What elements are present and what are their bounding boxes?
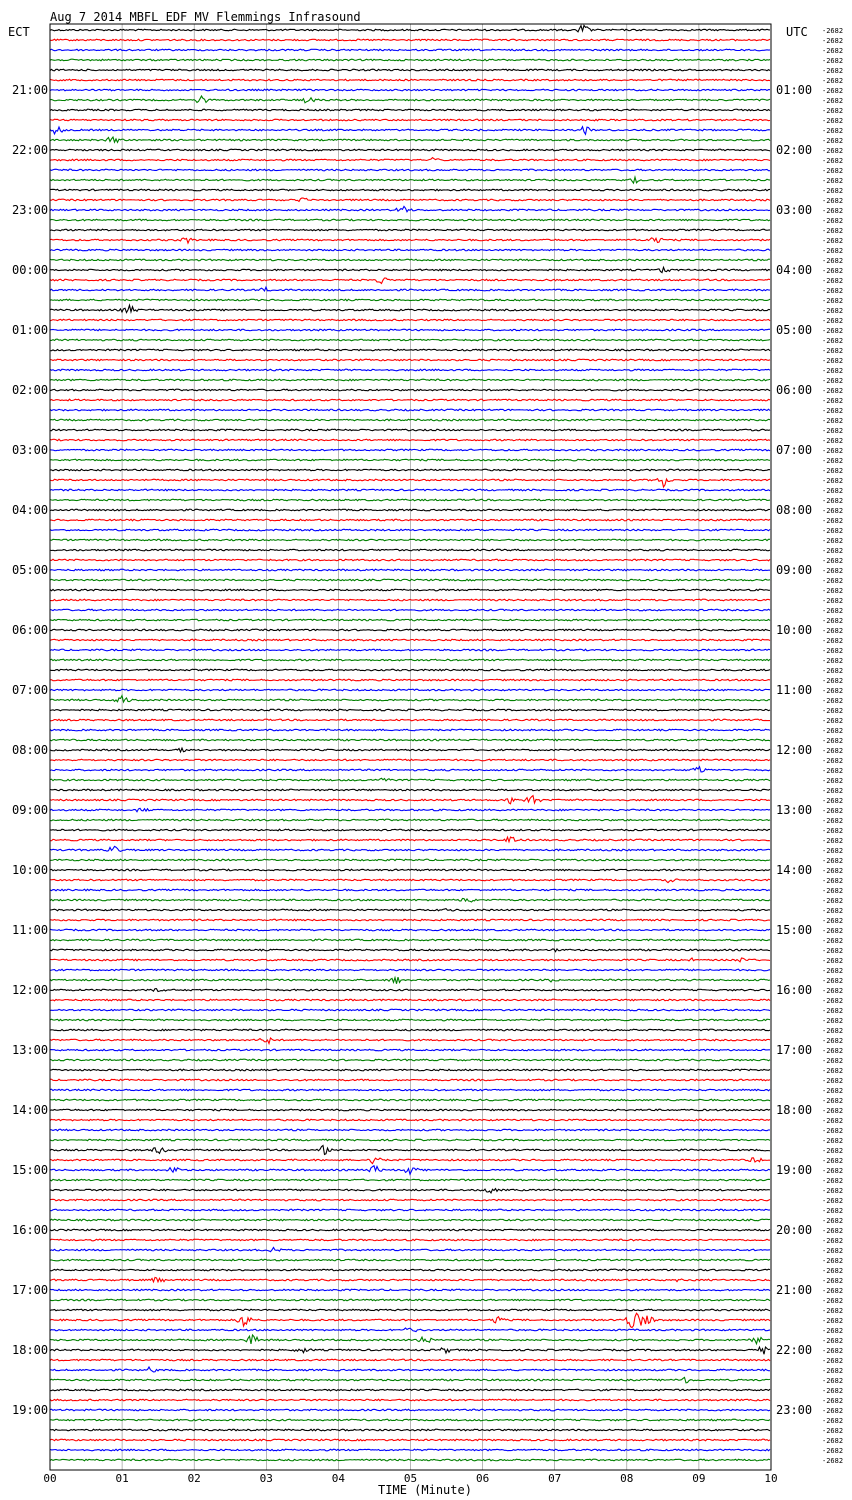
trace-value-label: -2682 [822,767,844,775]
trace-value-label: -2682 [822,97,844,105]
trace-value-label: -2682 [822,497,844,505]
x-tick-label: 06 [475,1472,490,1485]
right-hour-label: 11:00 [776,683,813,697]
trace-value-label: -2682 [822,457,844,465]
trace-value-label: -2682 [822,777,844,785]
left-hour-label: 04:00 [12,503,49,517]
left-hour-label: 08:00 [12,743,49,757]
trace-value-label: -2682 [822,567,844,575]
left-hour-label: 11:00 [12,923,49,937]
trace-value-label: -2682 [822,647,844,655]
trace-value-label: -2682 [822,997,844,1005]
trace-value-label: -2682 [822,1167,844,1175]
right-hour-label: 16:00 [776,983,813,997]
trace-value-label: -2682 [822,687,844,695]
left-hour-label: 07:00 [12,683,49,697]
trace-value-label: -2682 [822,1387,844,1395]
trace-value-label: -2682 [822,537,844,545]
trace-value-label: -2682 [822,1257,844,1265]
trace-value-label: -2682 [822,557,844,565]
trace-value-label: -2682 [822,977,844,985]
trace-value-label: -2682 [822,477,844,485]
trace-value-label: -2682 [822,1337,844,1345]
trace-value-label: -2682 [822,1417,844,1425]
trace-value-label: -2682 [822,877,844,885]
right-hour-label: 14:00 [776,863,813,877]
trace-value-label: -2682 [822,1427,844,1435]
trace-value-label: -2682 [822,617,844,625]
trace-value-label: -2682 [822,1007,844,1015]
trace-value-label: -2682 [822,297,844,305]
x-tick-label: 01 [115,1472,129,1485]
trace-value-label: -2682 [822,27,844,35]
trace-value-label: -2682 [822,1027,844,1035]
trace-value-label: -2682 [822,587,844,595]
right-hour-label: 04:00 [776,263,813,277]
trace-value-label: -2682 [822,1097,844,1105]
trace-value-label: -2682 [822,1037,844,1045]
trace-value-label: -2682 [822,957,844,965]
trace-value-label: -2682 [822,1127,844,1135]
trace-value-label: -2682 [822,257,844,265]
x-tick-label: 02 [187,1472,201,1485]
trace-value-label: -2682 [822,37,844,45]
trace-value-label: -2682 [822,1447,844,1455]
trace-value-label: -2682 [822,1347,844,1355]
trace-value-label: -2682 [822,547,844,555]
trace-value-label: -2682 [822,417,844,425]
trace-value-label: -2682 [822,407,844,415]
right-hour-label: 15:00 [776,923,813,937]
trace-value-label: -2682 [822,707,844,715]
trace-value-label: -2682 [822,837,844,845]
trace-value-label: -2682 [822,357,844,365]
left-hour-label: 22:00 [12,143,49,157]
left-hour-label: 03:00 [12,443,49,457]
trace-value-label: -2682 [822,387,844,395]
trace-value-label: -2682 [822,147,844,155]
trace-value-label: -2682 [822,1197,844,1205]
right-hour-label: 23:00 [776,1403,813,1417]
trace-value-label: -2682 [822,667,844,675]
right-hour-label: 17:00 [776,1043,813,1057]
right-hour-label: 22:00 [776,1343,813,1357]
trace-value-label: -2682 [822,1117,844,1125]
trace-value-label: -2682 [822,887,844,895]
trace-value-label: -2682 [822,637,844,645]
left-hour-label: 10:00 [12,863,49,877]
trace-value-label: -2682 [822,507,844,515]
right-hour-label: 08:00 [776,503,813,517]
trace-value-label: -2682 [822,77,844,85]
trace-value-label: -2682 [822,857,844,865]
trace-value-label: -2682 [822,1407,844,1415]
right-hour-label: 21:00 [776,1283,813,1297]
trace-value-label: -2682 [822,287,844,295]
trace-value-label: -2682 [822,247,844,255]
trace-value-label: -2682 [822,117,844,125]
trace-value-label: -2682 [822,907,844,915]
trace-value-label: -2682 [822,1017,844,1025]
x-tick-label: 00 [43,1472,57,1485]
trace-value-label: -2682 [822,1177,844,1185]
trace-value-label: -2682 [822,67,844,75]
trace-value-label: -2682 [822,307,844,315]
trace-value-label: -2682 [822,917,844,925]
trace-value-label: -2682 [822,487,844,495]
x-tick-label: 05 [403,1472,418,1485]
trace-value-label: -2682 [822,157,844,165]
trace-value-label: -2682 [822,1377,844,1385]
x-tick-label: 09 [692,1472,706,1485]
trace-value-label: -2682 [822,447,844,455]
trace-value-label: -2682 [822,1087,844,1095]
trace-value-label: -2682 [822,87,844,95]
trace-value-label: -2682 [822,747,844,755]
trace-value-label: -2682 [822,197,844,205]
left-hour-label: 16:00 [12,1223,49,1237]
x-tick-label: 04 [331,1472,346,1485]
left-hour-label: 19:00 [12,1403,49,1417]
left-hour-label: 17:00 [12,1283,49,1297]
trace-value-label: -2682 [822,597,844,605]
left-hour-label: 12:00 [12,983,49,997]
trace-value-label: -2682 [822,787,844,795]
trace-value-label: -2682 [822,697,844,705]
trace-value-label: -2682 [822,1067,844,1075]
trace-value-label: -2682 [822,517,844,525]
trace-value-label: -2682 [822,947,844,955]
right-hour-label: 12:00 [776,743,813,757]
trace-value-label: -2682 [822,1207,844,1215]
trace-value-label: -2682 [822,967,844,975]
trace-value-label: -2682 [822,1047,844,1055]
trace-value-label: -2682 [822,1227,844,1235]
trace-value-label: -2682 [822,437,844,445]
left-hour-label: 02:00 [12,383,49,397]
trace-value-label: -2682 [822,1267,844,1275]
trace-value-label: -2682 [822,347,844,355]
right-hour-label: 13:00 [776,803,813,817]
trace-value-label: -2682 [822,57,844,65]
right-hour-label: 05:00 [776,323,813,337]
right-hour-label: 18:00 [776,1103,813,1117]
trace-value-label: -2682 [822,1147,844,1155]
chart-title: Aug 7 2014 MBFL EDF MV Flemmings Infrasound [50,10,361,24]
trace-value-label: -2682 [822,737,844,745]
trace-value-label: -2682 [822,137,844,145]
trace-value-label: -2682 [822,527,844,535]
left-hour-label: 21:00 [12,83,49,97]
trace-value-label: -2682 [822,367,844,375]
trace-value-label: -2682 [822,327,844,335]
trace-value-label: -2682 [822,1397,844,1405]
trace-value-label: -2682 [822,267,844,275]
trace-value-label: -2682 [822,427,844,435]
trace-value-label: -2682 [822,397,844,405]
trace-value-label: -2682 [822,1457,844,1465]
left-hour-label: 13:00 [12,1043,49,1057]
trace-value-label: -2682 [822,627,844,635]
trace-value-label: -2682 [822,1327,844,1335]
trace-value-label: -2682 [822,577,844,585]
trace-value-label: -2682 [822,1137,844,1145]
trace-value-label: -2682 [822,187,844,195]
right-hour-label: 09:00 [776,563,813,577]
trace-value-label: -2682 [822,317,844,325]
left-hour-label: 23:00 [12,203,49,217]
trace-value-label: -2682 [822,897,844,905]
trace-value-label: -2682 [822,1187,844,1195]
trace-value-label: -2682 [822,467,844,475]
trace-value-label: -2682 [822,1157,844,1165]
left-hour-label: 18:00 [12,1343,49,1357]
right-hour-label: 20:00 [776,1223,813,1237]
trace-value-label: -2682 [822,1107,844,1115]
trace-value-label: -2682 [822,107,844,115]
left-timezone-label: ECT [8,25,30,39]
trace-value-label: -2682 [822,927,844,935]
trace-value-label: -2682 [822,1297,844,1305]
trace-value-label: -2682 [822,277,844,285]
left-hour-label: 01:00 [12,323,49,337]
trace-value-label: -2682 [822,827,844,835]
x-axis-label: TIME (Minute) [378,1483,472,1497]
trace-value-label: -2682 [822,227,844,235]
trace-value-label: -2682 [822,377,844,385]
trace-value-label: -2682 [822,757,844,765]
right-hour-label: 01:00 [776,83,813,97]
trace-value-label: -2682 [822,987,844,995]
trace-value-label: -2682 [822,127,844,135]
trace-value-label: -2682 [822,607,844,615]
left-hour-label: 14:00 [12,1103,49,1117]
left-hour-label: 15:00 [12,1163,49,1177]
trace-value-label: -2682 [822,1357,844,1365]
left-hour-label: 06:00 [12,623,49,637]
trace-value-label: -2682 [822,337,844,345]
trace-value-label: -2682 [822,47,844,55]
trace-value-label: -2682 [822,1217,844,1225]
right-hour-label: 07:00 [776,443,813,457]
right-hour-label: 06:00 [776,383,813,397]
trace-value-label: -2682 [822,937,844,945]
left-hour-label: 00:00 [12,263,49,277]
trace-value-label: -2682 [822,1307,844,1315]
trace-value-label: -2682 [822,817,844,825]
trace-value-label: -2682 [822,807,844,815]
trace-value-label: -2682 [822,1247,844,1255]
trace-value-label: -2682 [822,867,844,875]
trace-value-label: -2682 [822,677,844,685]
trace-value-label: -2682 [822,1317,844,1325]
x-tick-label: 03 [259,1472,273,1485]
right-hour-label: 19:00 [776,1163,813,1177]
trace-value-label: -2682 [822,177,844,185]
trace-value-label: -2682 [822,657,844,665]
trace-value-label: -2682 [822,1437,844,1445]
trace-value-label: -2682 [822,1277,844,1285]
left-hour-label: 09:00 [12,803,49,817]
trace-value-label: -2682 [822,237,844,245]
x-tick-label: 10 [764,1472,778,1485]
trace-value-label: -2682 [822,1057,844,1065]
right-hour-label: 02:00 [776,143,813,157]
trace-value-label: -2682 [822,207,844,215]
x-tick-label: 08 [620,1472,634,1485]
trace-value-label: -2682 [822,1367,844,1375]
trace-value-label: -2682 [822,847,844,855]
x-tick-label: 07 [548,1472,562,1485]
right-hour-label: 10:00 [776,623,813,637]
trace-value-label: -2682 [822,717,844,725]
trace-value-label: -2682 [822,167,844,175]
trace-value-label: -2682 [822,1237,844,1245]
right-hour-label: 03:00 [776,203,813,217]
trace-value-label: -2682 [822,217,844,225]
left-hour-label: 05:00 [12,563,49,577]
trace-value-label: -2682 [822,797,844,805]
right-timezone-label: UTC [786,25,808,39]
trace-value-label: -2682 [822,1287,844,1295]
trace-value-label: -2682 [822,1077,844,1085]
trace-value-label: -2682 [822,727,844,735]
